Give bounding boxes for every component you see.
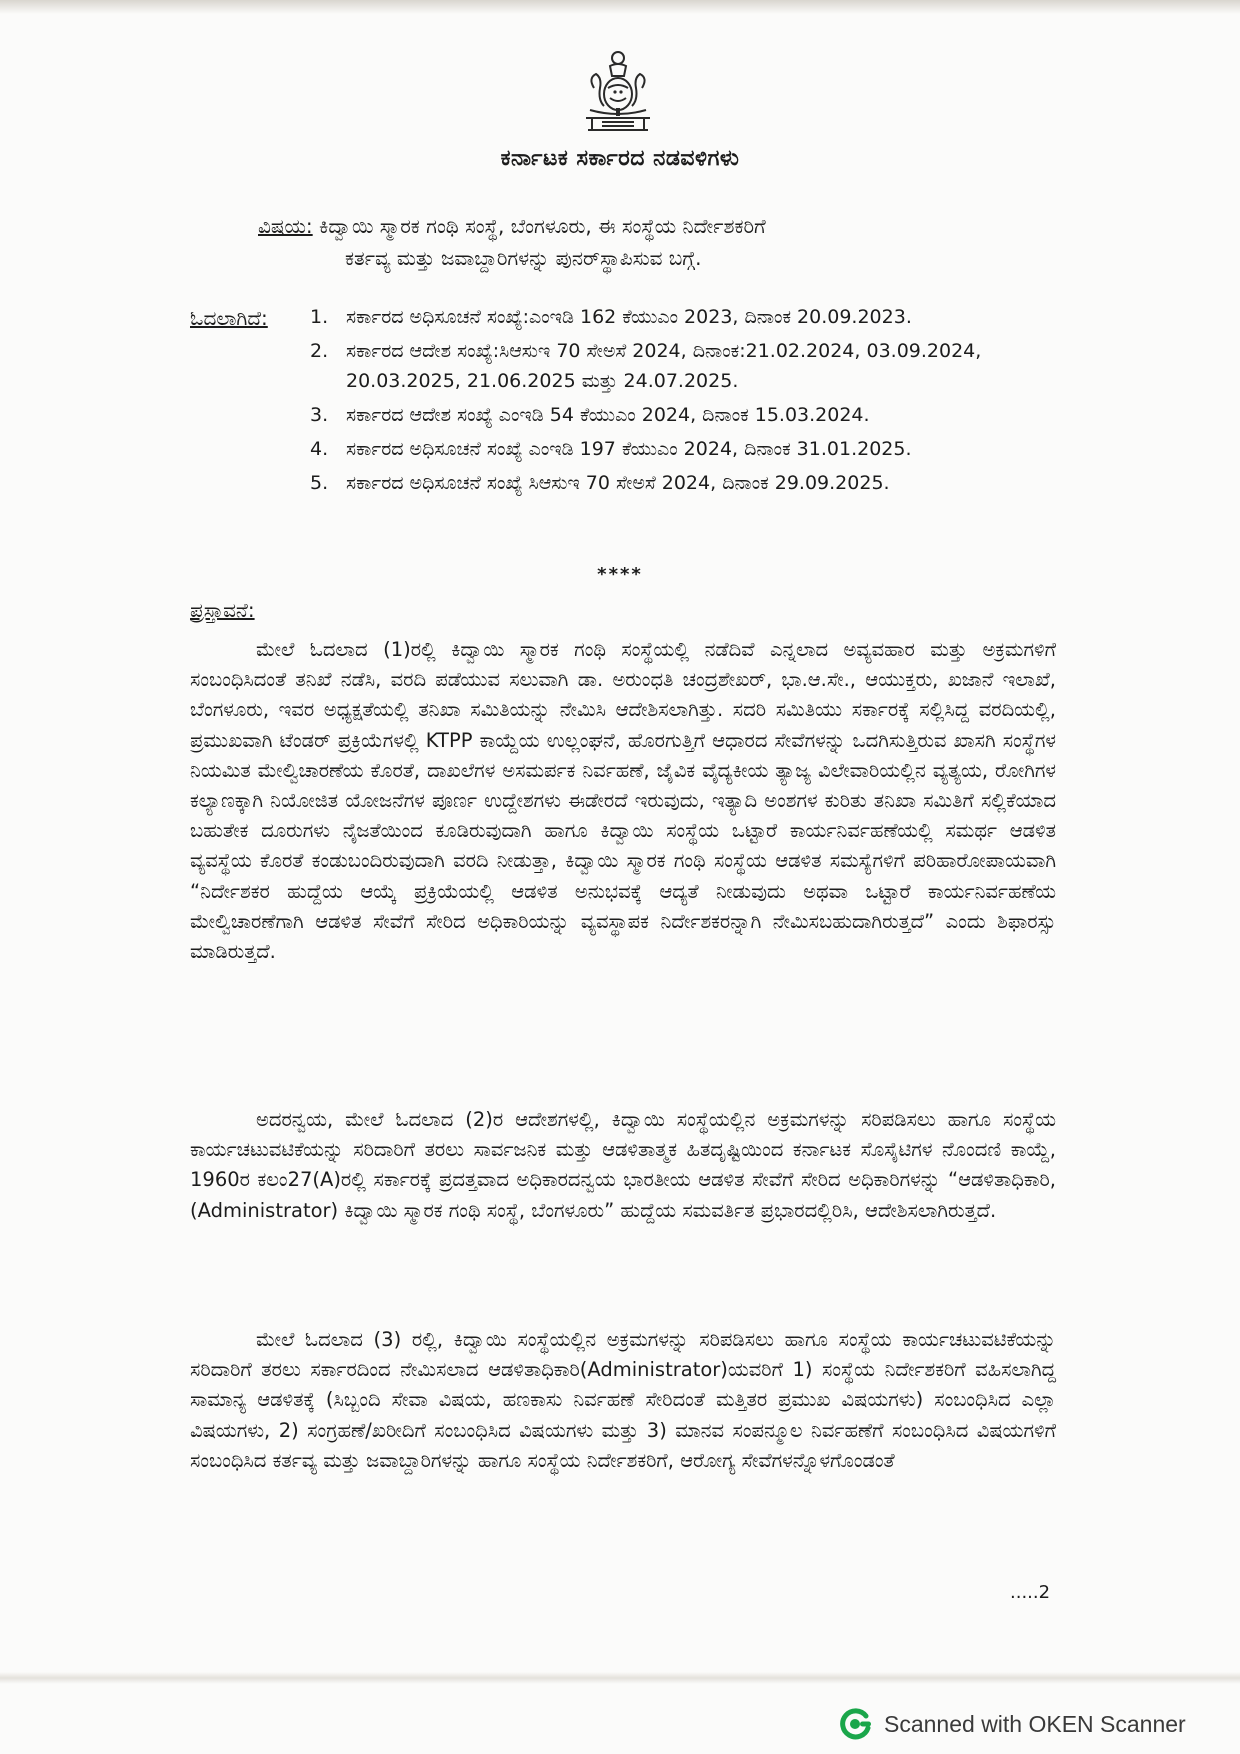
subject-text-line-2: ಕರ್ತವ್ಯ ಮತ್ತು ಜವಾಬ್ದಾರಿಗಳನ್ನು ಪುನರ್‌ಸ್ಥಾಪಿಸುವ ಬಗ್ಗೆ. bbox=[345, 246, 702, 270]
scan-edge-top bbox=[0, 0, 1240, 14]
reference-item bbox=[310, 336, 1055, 396]
section-separator: **** bbox=[597, 564, 643, 585]
reference-number: 3. bbox=[310, 404, 329, 426]
oken-scanner-logo-icon bbox=[838, 1708, 872, 1740]
page-continuation-marker: .....2 bbox=[1010, 1582, 1051, 1603]
preamble-paragraph-2: ಅದರನ್ವಯ, ಮೇಲೆ ಓದಲಾದ (2)ರ ಆದೇಶಗಳಲ್ಲಿ, ಕಿದ್ವಾಯಿ ಸಂಸ್ಥೆಯಲ್ಲಿನ ಅಕ್ರಮಗಳನ್ನು ಸರಿಪಡಿಸಲು ಹಾಗೂ ಸಂಸ್ಥೆಯ ಕಾರ್ಯಚಟುವಟಿಕೆಯನ್ನು ಸರಿದಾರಿಗೆ ತರಲು ಸಾರ್ವಜನಿಕ ಮತ್ತು ಆಡಳಿತಾತ್ಮಕ ಹಿತದೃಷ್ಟಿಯಿಂದ ಕರ್ನಾಟಕ ಸೊಸೈಟಿಗಳ ನೊಂದಣಿ ಕಾಯ್ದೆ, 1960ರ ಕಲಂ27(A)ರಲ್ಲಿ ಸರ್ಕಾರಕ್ಕೆ ಪ್ರದತ್ತವಾದ ಅಧಿಕಾರದನ್ವಯ ಭಾರತೀಯ ಆಡಳಿತ ಸೇವೆಗೆ ಸೇರಿದ ಅಧಿಕಾರಿಗಳನ್ನು “ಆಡಳಿತಾಧಿಕಾರಿ, (Administrator) ಕಿದ್ವಾಯಿ ಸ್ಮಾರಕ ಗಂಥಿ ಸಂಸ್ಥೆ, ಬೆಂಗಳೂರು” ಹುದ್ದೆಯ ಸಮವರ್ತಿತ ಪ್ರಭಾರದಲ್ಲಿರಿಸಿ, ಆದೇಶಿಸಲಾಗಿರುತ್ತದೆ. bbox=[190, 1108, 1056, 1222]
reference-number: 2. bbox=[310, 340, 329, 362]
references-label: ಓದಲಾಗಿದೆ: bbox=[190, 306, 268, 330]
reference-item bbox=[310, 468, 1055, 498]
scanner-watermark bbox=[838, 1708, 1186, 1740]
subject-text-line-1: ಕಿದ್ವಾಯಿ ಸ್ಮಾರಕ ಗಂಥಿ ಸಂಸ್ಥೆ, ಬೆಂಗಳೂರು, ಈ ಸಂಸ್ಥೆಯ ನಿರ್ದೇಶಕರಿಗೆ bbox=[319, 214, 766, 238]
scan-edge-bottom bbox=[0, 1672, 1240, 1684]
reference-item bbox=[310, 302, 1055, 332]
reference-text: ಸರ್ಕಾರದ ಅಧಿಸೂಚನೆ ಸಂಖ್ಯೆ ಸಿಆಸುಇ 70 ಸೇಅಸೆ 2024, ದಿನಾಂಕ 29.09.2025. bbox=[346, 472, 890, 494]
reference-text: ಸರ್ಕಾರದ ಆದೇಶ ಸಂಖ್ಯೆ ಎಂಇಡಿ 54 ಕೆಯುಎಂ 2024, ದಿನಾಂಕ 15.03.2024. bbox=[346, 404, 870, 426]
reference-number: 4. bbox=[310, 438, 329, 460]
reference-item bbox=[310, 434, 1055, 464]
preamble-paragraph-1: ಮೇಲೆ ಓದಲಾದ (1)ರಲ್ಲಿ ಕಿದ್ವಾಯಿ ಸ್ಮಾರಕ ಗಂಥಿ ಸಂಸ್ಥೆಯಲ್ಲಿ ನಡೆದಿವೆ ಎನ್ನಲಾದ ಅವ್ಯವಹಾರ ಮತ್ತು ಅಕ್ರಮಗಳಿಗೆ ಸಂಬಂಧಿಸಿದಂತೆ ತನಿಖೆ ನಡೆಸಿ, ವರದಿ ಪಡೆಯುವ ಸಲುವಾಗಿ ಡಾ. ಅರುಂಧತಿ ಚಂದ್ರಶೇಖರ್, ಭಾ.ಆ.ಸೇ., ಆಯುಕ್ತರು, ಖಜಾನೆ ಇಲಾಖೆ, ಬೆಂಗಳೂರು, ಇವರ ಅಧ್ಯಕ್ಷತೆಯಲ್ಲಿ ತನಿಖಾ ಸಮಿತಿಯನ್ನು ನೇಮಿಸಿ ಆದೇಶಿಸಲಾಗಿತ್ತು. ಸದರಿ ಸಮಿತಿಯು ಸರ್ಕಾರಕ್ಕೆ ಸಲ್ಲಿಸಿದ್ದ ವರದಿಯಲ್ಲಿ, ಪ್ರಮುಖವಾಗಿ ಟೆಂಡರ್ ಪ್ರಕ್ರಿಯೆಗಳಲ್ಲಿ KTPP ಕಾಯ್ದೆಯ ಉಲ್ಲಂಘನೆ, ಹೊರಗುತ್ತಿಗೆ ಆಧಾರದ ಸೇವೆಗಳನ್ನು ಒದಗಿಸುತ್ತಿರುವ ಖಾಸಗಿ ಸಂಸ್ಥೆಗಳ ನಿಯಮಿತ ಮೇಲ್ವಿಚಾರಣೆಯ ಕೊರತೆ, ದಾಖಲೆಗಳ ಅಸಮರ್ಪಕ ನಿರ್ವಹಣೆ, ಜೈವಿಕ ವೈದ್ಯಕೀಯ ತ್ಯಾಜ್ಯ ವಿಲೇವಾರಿಯಲ್ಲಿನ ವ್ಯತ್ಯಯ, ರೋಗಿಗಳ ಕಲ್ಯಾಣಕ್ಕಾಗಿ ನಿಯೋಜಿತ ಯೋಜನೆಗಳ ಪೂರ್ಣ ಉದ್ದೇಶಗಳು ಈಡೇರದೆ ಇರುವುದು, ಇತ್ಯಾದಿ ಅಂಶಗಳ ಕುರಿತು ತನಿಖಾ ಸಮಿತಿಗೆ ಸಲ್ಲಿಕೆಯಾದ ಬಹುತೇಕ ದೂರುಗಳು ನೈಜತೆಯಿಂದ ಕೂಡಿರುವುದಾಗಿ ಹಾಗೂ ಕಿದ್ವಾಯಿ ಸಂಸ್ಥೆಯ ಒಟ್ಟಾರೆ ಕಾರ್ಯನಿರ್ವಹಣೆಯಲ್ಲಿ ಸಮರ್ಥ ಆಡಳಿತ ವ್ಯವಸ್ಥೆಯ ಕೊರತೆ ಕಂಡುಬಂದಿರುವುದಾಗಿ ವರದಿ ನೀಡುತ್ತಾ, ಕಿದ್ವಾಯಿ ಸ್ಮಾರಕ ಗಂಥಿ ಸಂಸ್ಥೆಯ ಆಡಳಿತ ಸಮಸ್ಯೆಗಳಿಗೆ ಪರಿಹಾರೋಪಾಯವಾಗಿ “ನಿರ್ದೇಶಕರ ಹುದ್ದೆಯ ಆಯ್ಕೆ ಪ್ರಕ್ರಿಯೆಯಲ್ಲಿ ಆಡಳಿತ ಅನುಭವಕ್ಕೆ ಆದ್ಯತೆ ನೀಡುವುದು ಅಥವಾ ಒಟ್ಟಾರೆ ಕಾರ್ಯನಿರ್ವಹಣೆಯ ಮೇಲ್ವಿಚಾರಣೆಗಾಗಿ ಆಡಳಿತ ಸೇವೆಗೆ ಸೇರಿದ ಅಧಿಕಾರಿಯನ್ನು ವ್ಯವಸ್ಥಾಪಕ ನಿರ್ದೇಶಕರನ್ನಾಗಿ ನೇಮಿಸಬಹುದಾಗಿರುತ್ತದೆ” ಎಂದು ಶಿಫಾರಸ್ಸು ಮಾಡಿರುತ್ತದೆ. bbox=[190, 638, 1056, 964]
subject-block bbox=[258, 210, 1058, 274]
preamble-heading: ಪ್ರಸ್ತಾವನೆ: bbox=[190, 598, 255, 622]
logo-bar bbox=[860, 1722, 871, 1727]
reference-item bbox=[310, 400, 1055, 430]
logo-dot bbox=[850, 1719, 860, 1729]
subject-label: ವಿಷಯ: bbox=[258, 214, 313, 238]
preamble-paragraph-3: ಮೇಲೆ ಓದಲಾದ (3) ರಲ್ಲಿ, ಕಿದ್ವಾಯಿ ಸಂಸ್ಥೆಯಲ್ಲಿನ ಅಕ್ರಮಗಳನ್ನು ಸರಿಪಡಿಸಲು ಹಾಗೂ ಸಂಸ್ಥೆಯ ಕಾರ್ಯಚಟುವಟಿಕೆಯನ್ನು ಸರಿದಾರಿಗೆ ತರಲು ಸರ್ಕಾರದಿಂದ ನೇಮಿಸಲಾದ ಆಡಳಿತಾಧಿಕಾರಿ(Administrator)ಯವರಿಗೆ 1) ಸಂಸ್ಥೆಯ ನಿರ್ದೇಶಕರಿಗೆ ವಹಿಸಲಾಗಿದ್ದ ಸಾಮಾನ್ಯ ಆಡಳಿತಕ್ಕೆ (ಸಿಬ್ಬಂದಿ ಸೇವಾ ವಿಷಯ, ಹಣಕಾಸು ನಿರ್ವಹಣೆ ಸೇರಿದಂತೆ ಮತ್ತಿತರ ಪ್ರಮುಖ ವಿಷಯಗಳು) ಸಂಬಂಧಿಸಿದ ಎಲ್ಲಾ ವಿಷಯಗಳು, 2) ಸಂಗ್ರಹಣೆ/ಖರೀದಿಗೆ ಸಂಬಂಧಿಸಿದ ವಿಷಯಗಳು ಮತ್ತು 3) ಮಾನವ ಸಂಪನ್ಮೂಲ ನಿರ್ವಹಣೆಗೆ ಸಂಬಂಧಿಸಿದ ವಿಷಯಗಳಿಗೆ ಸಂಬಂಧಿಸಿದ ಕರ್ತವ್ಯ ಮತ್ತು ಜವಾಬ್ದಾರಿಗಳನ್ನು ಹಾಗೂ ಸಂಸ್ಥೆಯ ನಿರ್ದೇಶಕರಿಗೆ, ಆರೋಗ್ಯ ಸೇವೆಗಳನ್ನೊಳಗೊಂಡಂತೆ bbox=[190, 1328, 1056, 1472]
reference-text: ಸರ್ಕಾರದ ಅಧಿಸೂಚನೆ ಸಂಖ್ಯೆ ಎಂಇಡಿ 197 ಕೆಯುಎಂ 2024, ದಿನಾಂಕ 31.01.2025. bbox=[346, 438, 912, 460]
state-emblem-icon bbox=[576, 48, 660, 138]
reference-text: ಸರ್ಕಾರದ ಆದೇಶ ಸಂಖ್ಯೆ:ಸಿಆಸುಇ 70 ಸೇಅಸೆ 2024, ದಿನಾಂಕ:21.02.2024, 03.09.2024, 20.03.2025, 21.06.2025 ಮತ್ತು 24.07.2025. bbox=[346, 340, 982, 392]
reference-number: 1. bbox=[310, 306, 329, 328]
document-title: ಕರ್ನಾಟಕ ಸರ್ಕಾರದ ನಡವಳಿಗಳು bbox=[500, 146, 740, 171]
references-list bbox=[310, 302, 1055, 502]
reference-number: 5. bbox=[310, 472, 329, 494]
scanner-label: Scanned with OKEN Scanner bbox=[884, 1710, 1186, 1737]
reference-text: ಸರ್ಕಾರದ ಅಧಿಸೂಚನೆ ಸಂಖ್ಯೆ:ಎಂಇಡಿ 162 ಕೆಯುಎಂ 2023, ದಿನಾಂಕ 20.09.2023. bbox=[346, 306, 912, 328]
